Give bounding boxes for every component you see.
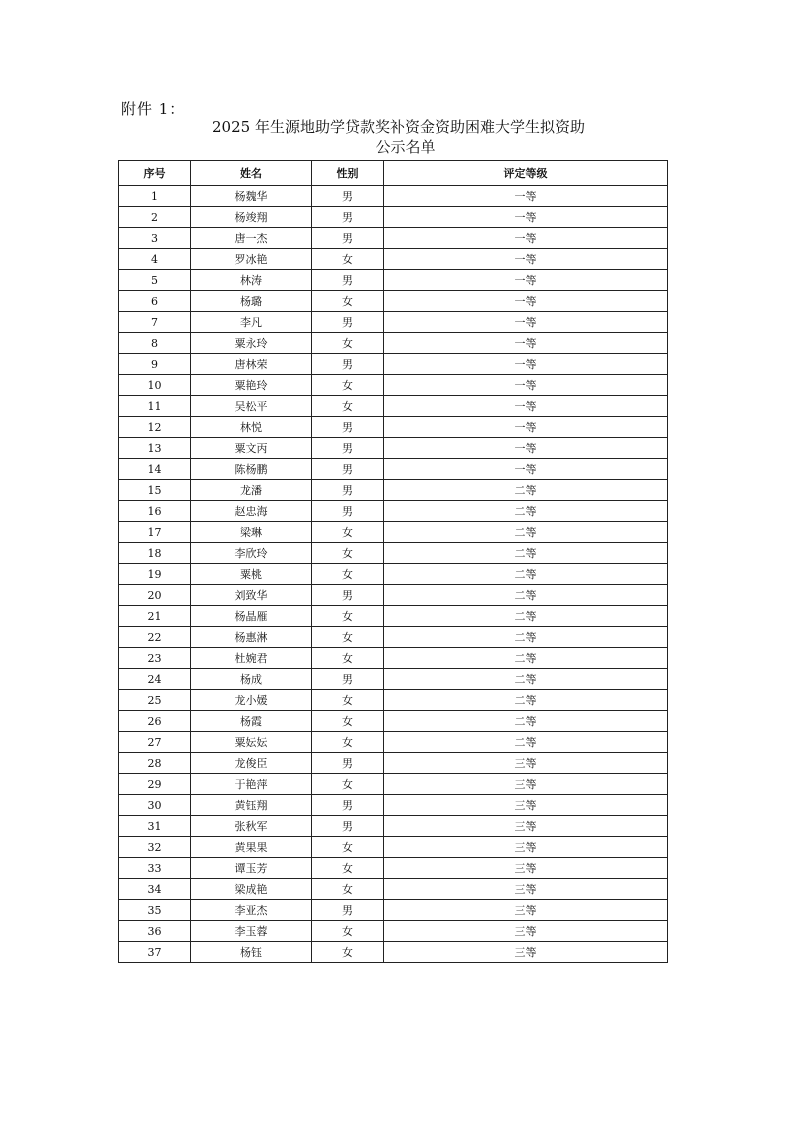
cell-name: 梁琳 <box>191 522 312 543</box>
cell-gender: 女 <box>312 291 384 312</box>
cell-serial-number: 6 <box>119 291 191 312</box>
table-row <box>119 879 668 900</box>
cell-grade-level: 一等 <box>384 186 668 207</box>
cell-grade-level: 三等 <box>384 774 668 795</box>
attachment-label: 附件 1： <box>121 100 186 118</box>
cell-name: 粟文丙 <box>191 438 312 459</box>
table-row <box>119 186 668 207</box>
cell-gender: 男 <box>312 459 384 480</box>
cell-grade-level: 一等 <box>384 249 668 270</box>
cell-serial-number: 17 <box>119 522 191 543</box>
cell-serial-number: 27 <box>119 732 191 753</box>
cell-name: 陈杨鹏 <box>191 459 312 480</box>
cell-gender: 男 <box>312 417 384 438</box>
cell-name: 张秋军 <box>191 816 312 837</box>
table-row <box>119 417 668 438</box>
cell-name: 吴松平 <box>191 396 312 417</box>
table-row <box>119 711 668 732</box>
cell-serial-number: 7 <box>119 312 191 333</box>
cell-serial-number: 15 <box>119 480 191 501</box>
table-row <box>119 921 668 942</box>
cell-name: 黄果果 <box>191 837 312 858</box>
cell-serial-number: 29 <box>119 774 191 795</box>
cell-serial-number: 1 <box>119 186 191 207</box>
table-row <box>119 270 668 291</box>
cell-name: 谭玉芳 <box>191 858 312 879</box>
header-serial-number: 序号 <box>119 161 191 186</box>
cell-serial-number: 22 <box>119 627 191 648</box>
cell-gender: 男 <box>312 669 384 690</box>
cell-serial-number: 32 <box>119 837 191 858</box>
table-row <box>119 438 668 459</box>
cell-serial-number: 30 <box>119 795 191 816</box>
cell-gender: 男 <box>312 207 384 228</box>
cell-grade-level: 三等 <box>384 753 668 774</box>
table-row <box>119 753 668 774</box>
cell-gender: 男 <box>312 900 384 921</box>
cell-serial-number: 33 <box>119 858 191 879</box>
cell-gender: 女 <box>312 942 384 963</box>
table-row <box>119 207 668 228</box>
table-row <box>119 732 668 753</box>
cell-name: 粟妘妘 <box>191 732 312 753</box>
cell-grade-level: 一等 <box>384 333 668 354</box>
cell-name: 杨晶雁 <box>191 606 312 627</box>
cell-grade-level: 二等 <box>384 690 668 711</box>
cell-serial-number: 3 <box>119 228 191 249</box>
cell-name: 粟艳玲 <box>191 375 312 396</box>
table-row <box>119 606 668 627</box>
cell-serial-number: 26 <box>119 711 191 732</box>
table-row <box>119 396 668 417</box>
table-row <box>119 564 668 585</box>
cell-serial-number: 12 <box>119 417 191 438</box>
cell-serial-number: 23 <box>119 648 191 669</box>
cell-name: 杨霞 <box>191 711 312 732</box>
cell-name: 林涛 <box>191 270 312 291</box>
cell-name: 杨竣翔 <box>191 207 312 228</box>
cell-gender: 女 <box>312 690 384 711</box>
cell-gender: 男 <box>312 816 384 837</box>
cell-grade-level: 二等 <box>384 627 668 648</box>
cell-grade-level: 一等 <box>384 270 668 291</box>
cell-gender: 女 <box>312 837 384 858</box>
table-row <box>119 501 668 522</box>
table-row <box>119 333 668 354</box>
cell-name: 杨成 <box>191 669 312 690</box>
cell-gender: 男 <box>312 753 384 774</box>
cell-gender: 男 <box>312 354 384 375</box>
table-row <box>119 228 668 249</box>
cell-grade-level: 三等 <box>384 921 668 942</box>
cell-serial-number: 31 <box>119 816 191 837</box>
roster-table <box>118 160 668 963</box>
cell-gender: 女 <box>312 858 384 879</box>
cell-grade-level: 一等 <box>384 207 668 228</box>
cell-name: 刘致华 <box>191 585 312 606</box>
cell-name: 李亚杰 <box>191 900 312 921</box>
cell-serial-number: 2 <box>119 207 191 228</box>
cell-name: 杨魏华 <box>191 186 312 207</box>
cell-name: 唐一杰 <box>191 228 312 249</box>
cell-gender: 女 <box>312 606 384 627</box>
cell-grade-level: 一等 <box>384 291 668 312</box>
cell-name: 龙小媛 <box>191 690 312 711</box>
cell-gender: 男 <box>312 228 384 249</box>
cell-name: 杜婉君 <box>191 648 312 669</box>
table-row <box>119 942 668 963</box>
cell-grade-level: 二等 <box>384 564 668 585</box>
cell-serial-number: 16 <box>119 501 191 522</box>
table-row <box>119 858 668 879</box>
cell-grade-level: 二等 <box>384 585 668 606</box>
cell-name: 于艳萍 <box>191 774 312 795</box>
table-row <box>119 249 668 270</box>
table-header <box>119 161 668 186</box>
cell-grade-level: 二等 <box>384 606 668 627</box>
cell-name: 赵忠海 <box>191 501 312 522</box>
cell-serial-number: 8 <box>119 333 191 354</box>
table-row <box>119 627 668 648</box>
cell-grade-level: 一等 <box>384 375 668 396</box>
cell-serial-number: 34 <box>119 879 191 900</box>
cell-gender: 女 <box>312 879 384 900</box>
header-row <box>119 161 668 186</box>
header-gender: 性别 <box>312 161 384 186</box>
cell-name: 李欣玲 <box>191 543 312 564</box>
document-title: 2025 年生源地助学贷款奖补资金资助困难大学生拟资助 <box>212 118 585 136</box>
header-grade-level: 评定等级 <box>384 161 668 186</box>
cell-name: 杨璐 <box>191 291 312 312</box>
cell-gender: 女 <box>312 564 384 585</box>
table-row <box>119 354 668 375</box>
cell-grade-level: 三等 <box>384 879 668 900</box>
cell-serial-number: 36 <box>119 921 191 942</box>
cell-gender: 男 <box>312 186 384 207</box>
cell-gender: 男 <box>312 795 384 816</box>
table-row <box>119 543 668 564</box>
cell-grade-level: 二等 <box>384 501 668 522</box>
cell-grade-level: 二等 <box>384 648 668 669</box>
cell-grade-level: 二等 <box>384 732 668 753</box>
cell-grade-level: 一等 <box>384 396 668 417</box>
table-row <box>119 795 668 816</box>
document-subtitle: 公示名单 <box>375 138 436 156</box>
cell-serial-number: 4 <box>119 249 191 270</box>
cell-gender: 女 <box>312 732 384 753</box>
cell-gender: 女 <box>312 375 384 396</box>
cell-gender: 男 <box>312 270 384 291</box>
cell-serial-number: 10 <box>119 375 191 396</box>
cell-grade-level: 二等 <box>384 522 668 543</box>
cell-serial-number: 24 <box>119 669 191 690</box>
cell-name: 龙俊臣 <box>191 753 312 774</box>
cell-name: 杨钰 <box>191 942 312 963</box>
table-row <box>119 837 668 858</box>
cell-grade-level: 二等 <box>384 669 668 690</box>
table-row <box>119 375 668 396</box>
table-row <box>119 312 668 333</box>
cell-grade-level: 三等 <box>384 816 668 837</box>
table-row <box>119 690 668 711</box>
cell-name: 李玉蓉 <box>191 921 312 942</box>
table-row <box>119 585 668 606</box>
table-row <box>119 816 668 837</box>
table-row <box>119 480 668 501</box>
cell-serial-number: 20 <box>119 585 191 606</box>
table-body <box>119 186 668 963</box>
cell-gender: 女 <box>312 333 384 354</box>
cell-serial-number: 19 <box>119 564 191 585</box>
cell-serial-number: 21 <box>119 606 191 627</box>
cell-grade-level: 一等 <box>384 228 668 249</box>
cell-name: 龙潘 <box>191 480 312 501</box>
cell-serial-number: 13 <box>119 438 191 459</box>
table-row <box>119 900 668 921</box>
cell-name: 林悦 <box>191 417 312 438</box>
cell-name: 粟永玲 <box>191 333 312 354</box>
cell-gender: 女 <box>312 921 384 942</box>
cell-serial-number: 11 <box>119 396 191 417</box>
cell-grade-level: 三等 <box>384 795 668 816</box>
cell-serial-number: 14 <box>119 459 191 480</box>
table-row <box>119 522 668 543</box>
cell-serial-number: 9 <box>119 354 191 375</box>
header-name: 姓名 <box>191 161 312 186</box>
cell-gender: 男 <box>312 480 384 501</box>
table-row <box>119 291 668 312</box>
cell-gender: 女 <box>312 774 384 795</box>
cell-grade-level: 一等 <box>384 438 668 459</box>
cell-name: 黄钰翔 <box>191 795 312 816</box>
cell-gender: 女 <box>312 249 384 270</box>
cell-name: 粟桃 <box>191 564 312 585</box>
cell-serial-number: 25 <box>119 690 191 711</box>
cell-serial-number: 35 <box>119 900 191 921</box>
cell-name: 唐林荣 <box>191 354 312 375</box>
cell-grade-level: 三等 <box>384 858 668 879</box>
cell-gender: 女 <box>312 543 384 564</box>
cell-gender: 男 <box>312 501 384 522</box>
cell-gender: 男 <box>312 585 384 606</box>
cell-name: 李凡 <box>191 312 312 333</box>
table-row <box>119 459 668 480</box>
table-row <box>119 669 668 690</box>
cell-serial-number: 18 <box>119 543 191 564</box>
cell-gender: 女 <box>312 627 384 648</box>
cell-name: 罗冰艳 <box>191 249 312 270</box>
cell-gender: 女 <box>312 396 384 417</box>
table-row <box>119 648 668 669</box>
cell-gender: 男 <box>312 438 384 459</box>
cell-gender: 男 <box>312 312 384 333</box>
cell-serial-number: 28 <box>119 753 191 774</box>
cell-grade-level: 一等 <box>384 354 668 375</box>
table-row <box>119 774 668 795</box>
cell-gender: 女 <box>312 522 384 543</box>
cell-gender: 女 <box>312 711 384 732</box>
cell-grade-level: 一等 <box>384 459 668 480</box>
cell-grade-level: 三等 <box>384 837 668 858</box>
cell-serial-number: 37 <box>119 942 191 963</box>
cell-gender: 女 <box>312 648 384 669</box>
cell-grade-level: 二等 <box>384 711 668 732</box>
cell-name: 杨惠淋 <box>191 627 312 648</box>
cell-grade-level: 三等 <box>384 900 668 921</box>
cell-grade-level: 二等 <box>384 480 668 501</box>
cell-grade-level: 三等 <box>384 942 668 963</box>
cell-grade-level: 二等 <box>384 543 668 564</box>
cell-serial-number: 5 <box>119 270 191 291</box>
cell-grade-level: 一等 <box>384 312 668 333</box>
cell-name: 梁成艳 <box>191 879 312 900</box>
cell-grade-level: 一等 <box>384 417 668 438</box>
